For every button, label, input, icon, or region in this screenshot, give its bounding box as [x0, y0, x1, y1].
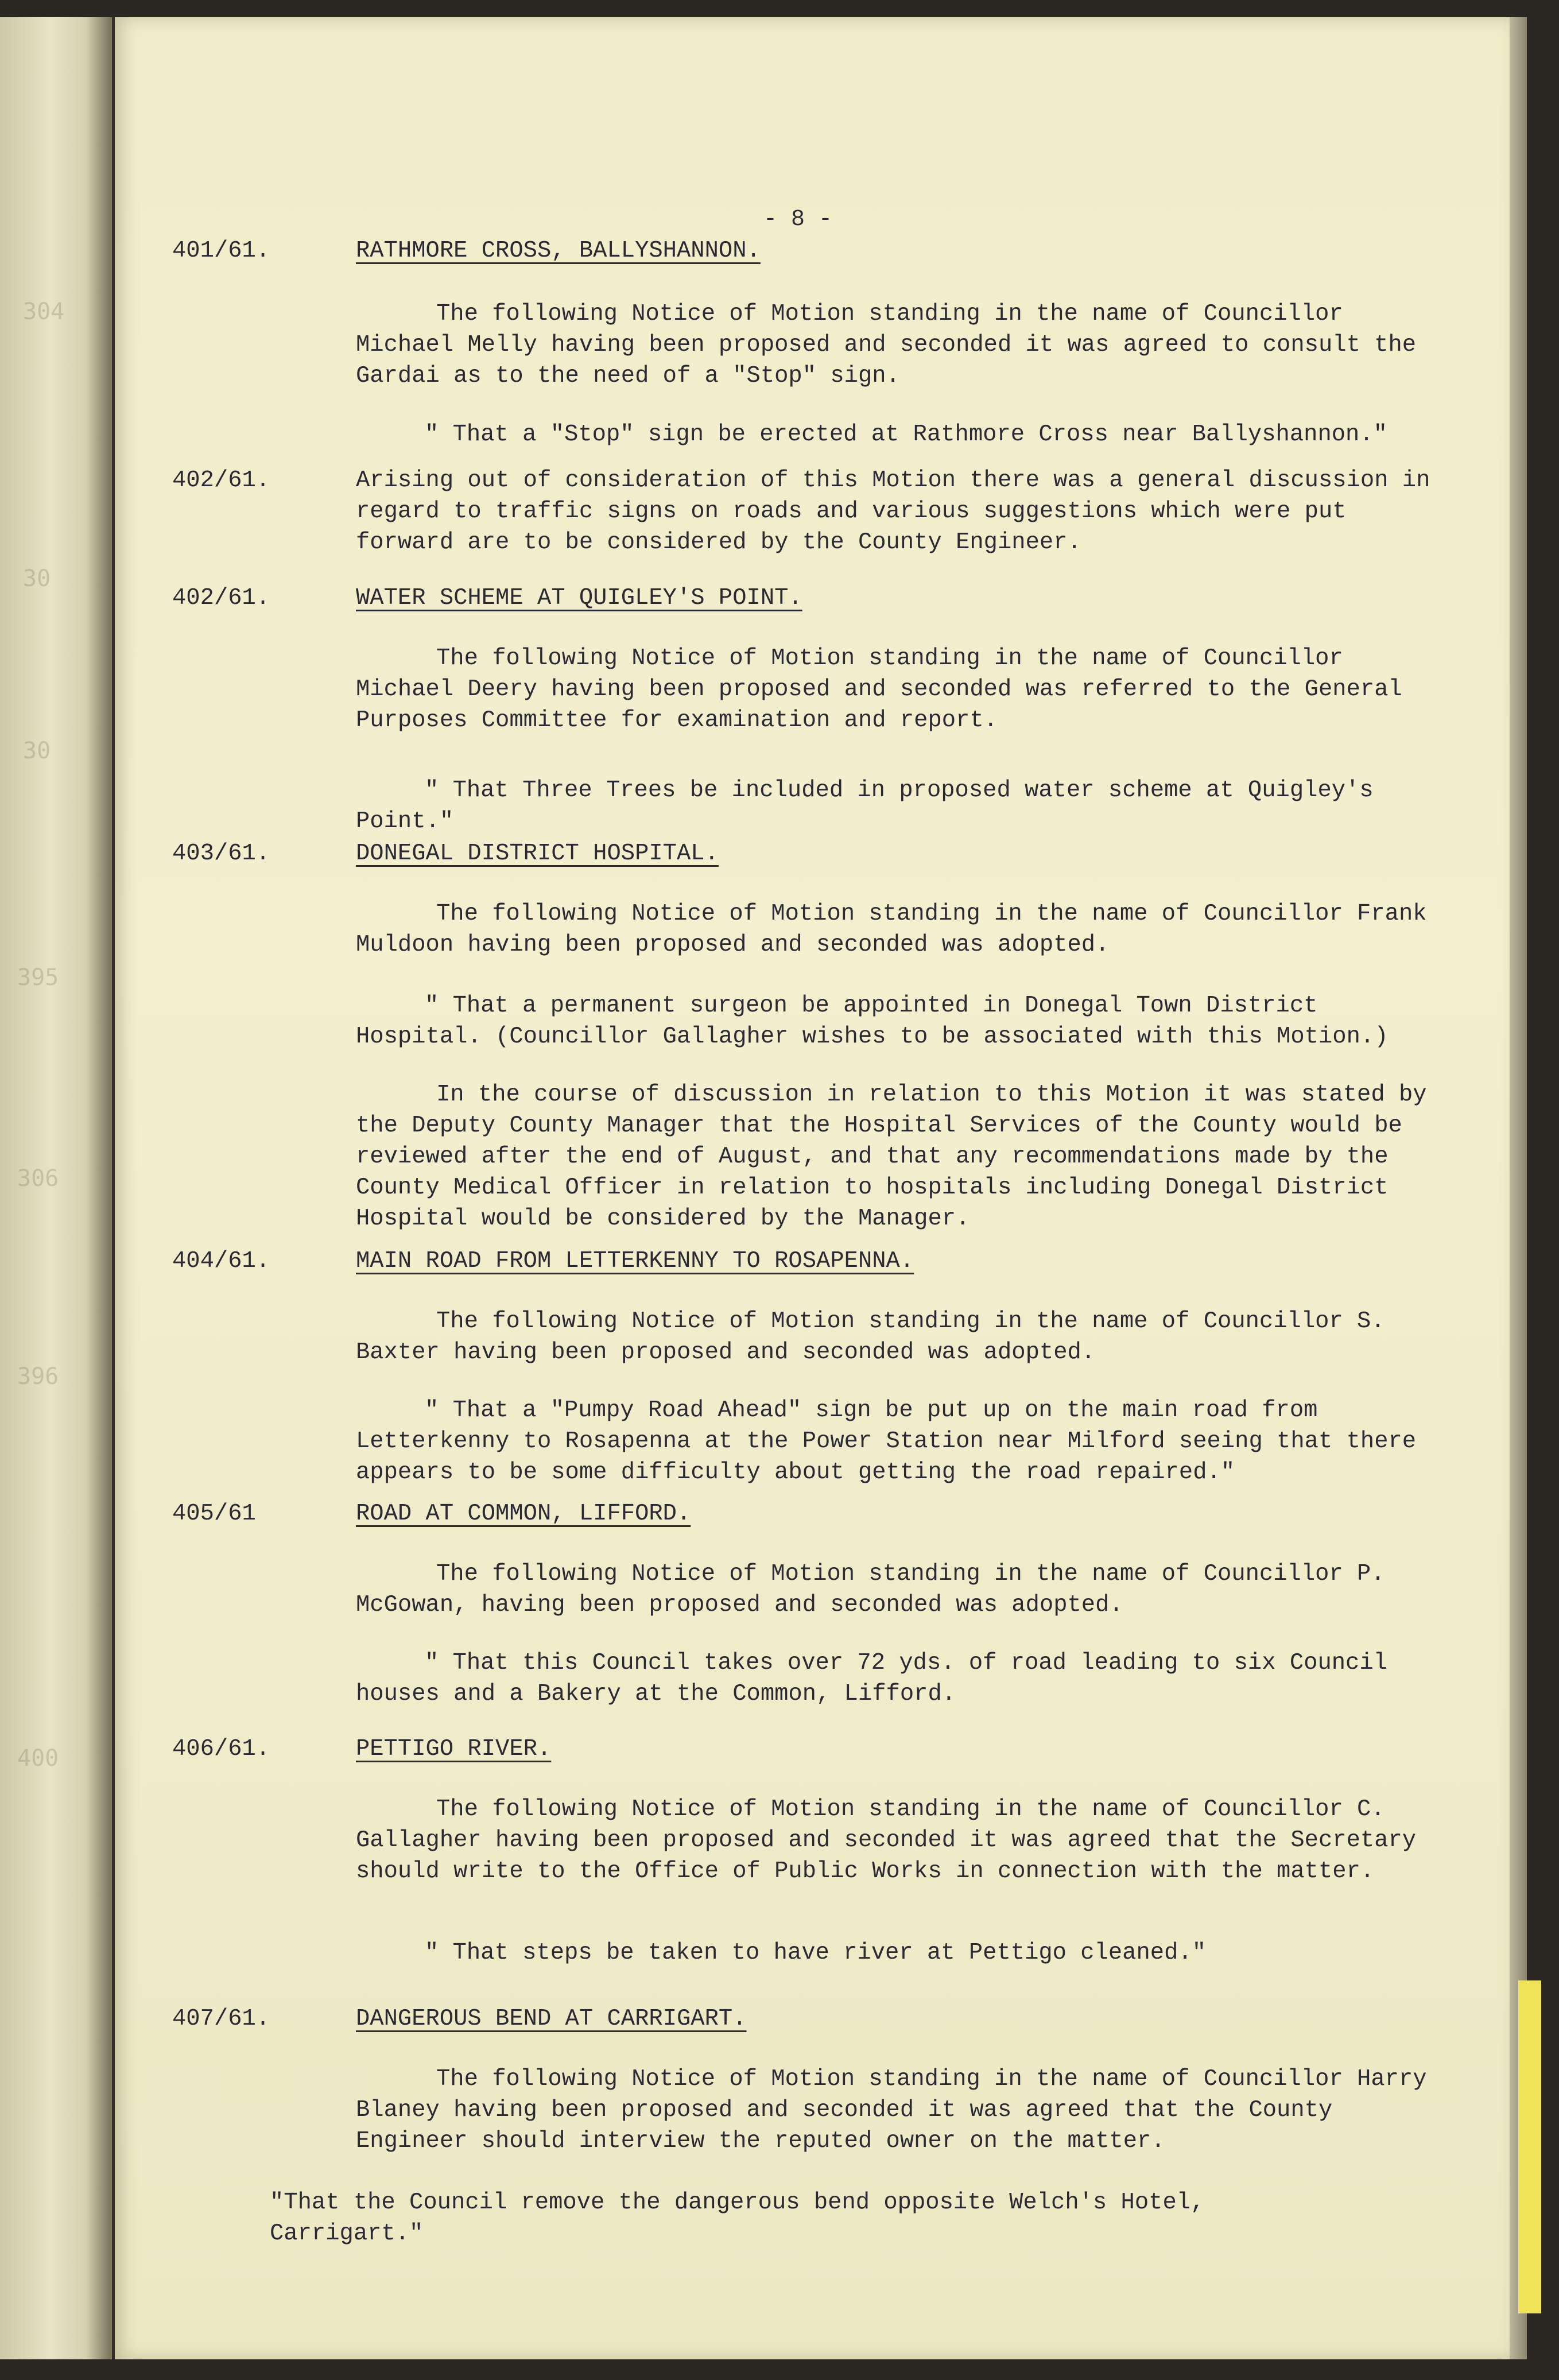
margin-ghost-8: 400 — [17, 1745, 59, 1772]
minute-paragraph: The following Notice of Motion standing in the name of Councillor Michael Deery having been proposed and seconded was referred to the General Purposes Committee for examination and report. — [356, 645, 1402, 734]
minute-number: 402/61. — [172, 467, 270, 494]
margin-ghost-4: 395 — [17, 964, 59, 991]
minute-paragraph: The following Notice of Motion standing in the name of Councillor S. Baxter having been proposed and seconded was adopted. — [356, 1308, 1385, 1366]
yellow-page-tab — [1518, 1980, 1541, 2313]
motion-quote: " That a "Stop" sign be erected at Rathmore Cross near Ballyshannon." — [425, 421, 1387, 448]
minute-discussion: In the course of discussion in relation to this Motion it was stated by the Deputy County Manager that the Hospital Services of the County would be reviewed after the end of August, and that any recommendations made by the County Medical Officer in relation to hospitals including Donegal District Hospital would be considered by the Manager. — [356, 1082, 1427, 1232]
minute-paragraph: The following Notice of Motion standing in the name of Councillor Harry Blaney having been proposed and seconded it was agreed that the County Engineer should interview the reputed owner on the matter. — [356, 2066, 1427, 2154]
minute-heading: ROAD AT COMMON, LIFFORD. — [356, 1501, 691, 1527]
minute-paragraph: Arising out of consideration of this Motion there was a general discussion in regard to traffic signs on roads and various suggestions which were put forward are to be considered by the County Engineer. — [356, 467, 1430, 556]
minute-number: 406/61. — [172, 1736, 270, 1762]
motion-quote: " That a permanent surgeon be appointed in Donegal Town District Hospital. (Councillor Gallagher wishes to be associated with this Motion.) — [356, 993, 1389, 1050]
minute-number: 402/61. — [172, 585, 270, 611]
motion-quote: " That a "Pumpy Road Ahead" sign be put up on the main road from Letterkenny to Rosapenna at the Power Station near Milford seeing that there appears to be some difficulty about getting the road repaired." — [356, 1397, 1417, 1486]
minute-number: 404/61. — [172, 1248, 270, 1274]
minute-heading: MAIN ROAD FROM LETTERKENNY TO ROSAPENNA. — [356, 1248, 914, 1274]
motion-quote: "That the Council remove the dangerous bend opposite Welch's Hotel, Carrigart." — [270, 2189, 1205, 2247]
minute-paragraph: The following Notice of Motion standing in the name of Councillor Frank Muldoon having been proposed and seconded was adopted. — [356, 901, 1427, 958]
minute-heading: PETTIGO RIVER. — [356, 1736, 552, 1762]
margin-ghost-6: 306 — [17, 1165, 59, 1192]
motion-quote: " That steps be taken to have river at Pettigo cleaned." — [425, 1940, 1207, 1966]
page-number: - 8 - — [763, 207, 833, 232]
margin-ghost-7: 396 — [17, 1363, 59, 1390]
minute-heading: RATHMORE CROSS, BALLYSHANNON. — [356, 238, 761, 264]
minute-heading: DONEGAL DISTRICT HOSPITAL. — [356, 840, 719, 867]
minute-number: 403/61. — [172, 840, 270, 867]
minute-heading: WATER SCHEME AT QUIGLEY'S POINT. — [356, 585, 802, 611]
minute-paragraph: The following Notice of Motion standing in the name of Councillor P. McGowan, having been proposed and seconded was adopted. — [356, 1561, 1385, 1618]
motion-quote: " That Three Trees be included in proposed water scheme at Quigley's Point." — [356, 777, 1374, 835]
margin-ghost-1: 304 — [23, 299, 65, 325]
motion-quote: " That this Council takes over 72 yds. of road leading to six Council houses and a Bakery at the Common, Lifford. — [356, 1650, 1387, 1707]
minute-number: 407/61. — [172, 2006, 270, 2032]
margin-ghost-2: 30 — [23, 565, 51, 592]
minute-paragraph: The following Notice of Motion standing in the name of Councillor C. Gallagher having been proposed and seconded it was agreed that the Secretary should write to the Office of Public Works in connection with the matter. — [356, 1796, 1417, 1885]
margin-ghost-3: 30 — [23, 738, 51, 764]
minute-heading: DANGEROUS BEND AT CARRIGART. — [356, 2006, 747, 2032]
minute-paragraph: The following Notice of Motion standing in the name of Councillor Michael Melly having been proposed and seconded it was agreed to consult the Gardai as to the need of a "Stop" sign. — [356, 301, 1417, 389]
minute-number: 405/61 — [172, 1501, 256, 1527]
minute-number: 401/61. — [172, 238, 270, 264]
